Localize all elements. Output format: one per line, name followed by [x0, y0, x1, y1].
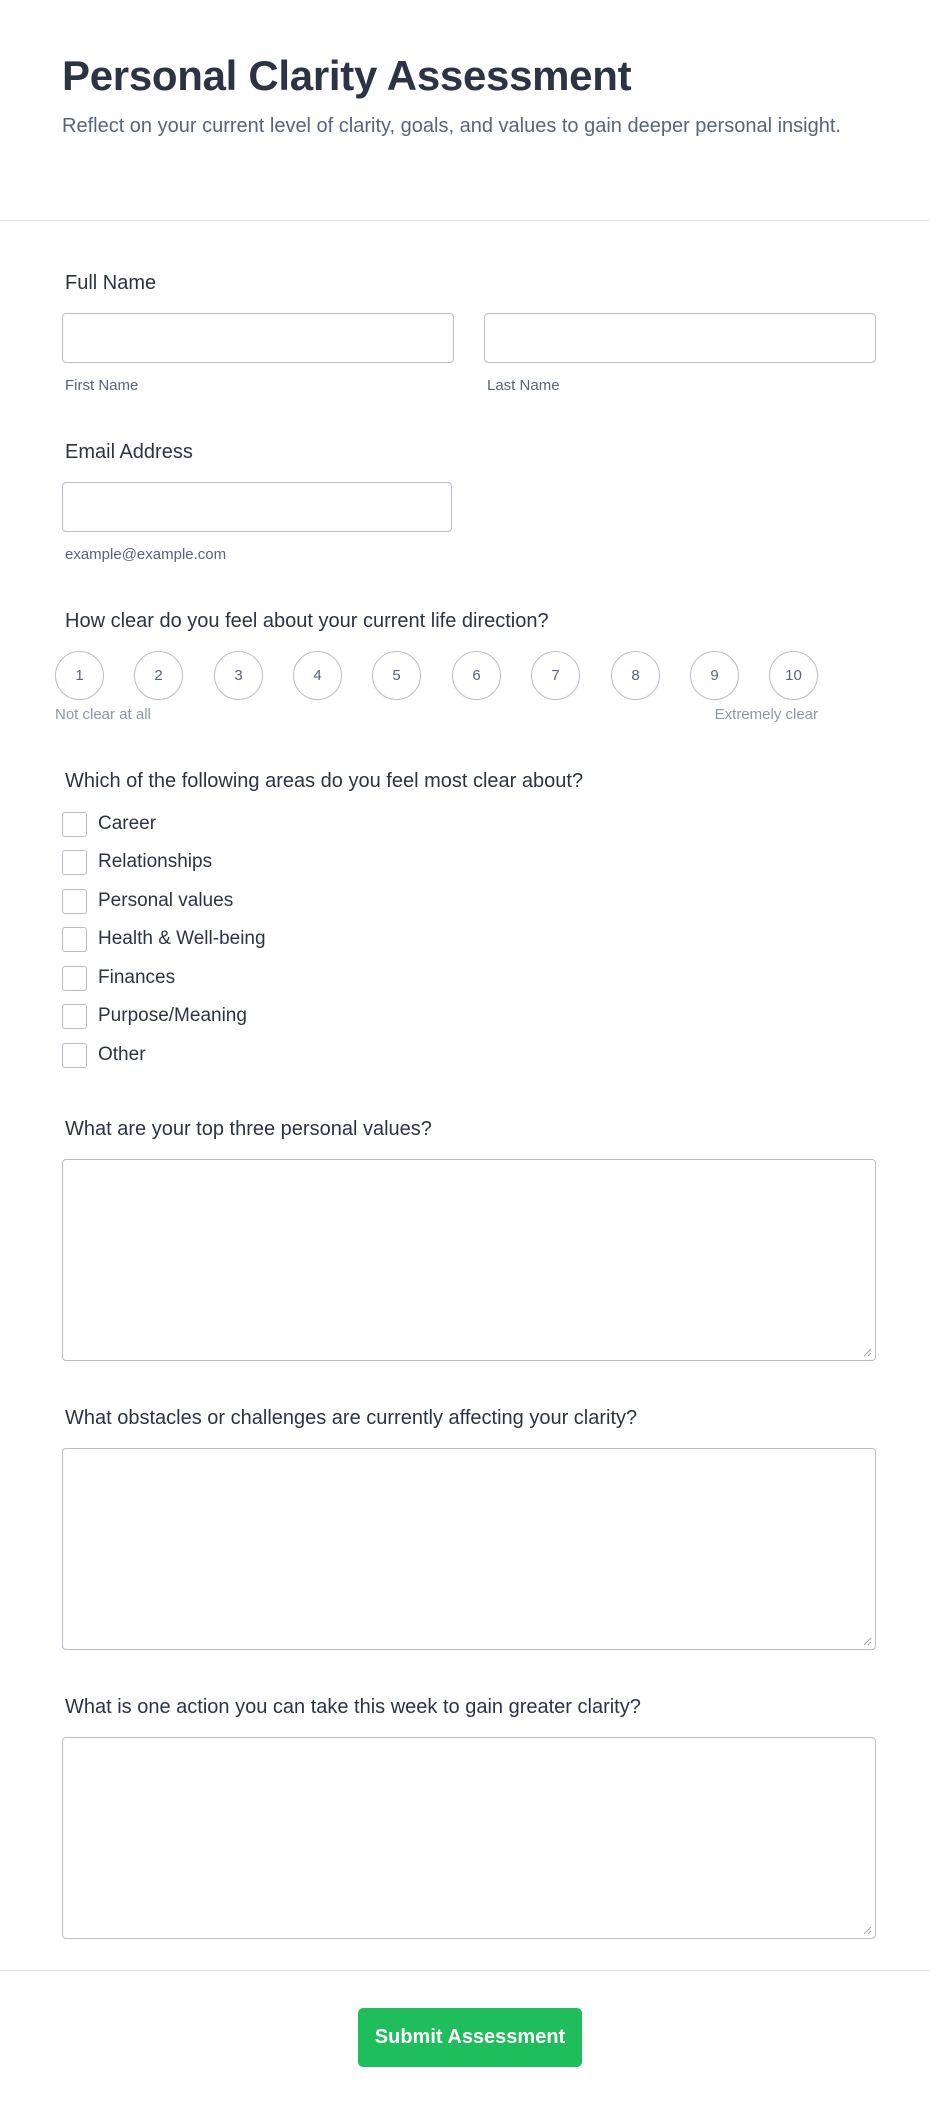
email-label: Email Address	[65, 441, 193, 463]
area-option-personal-values[interactable]	[62, 888, 233, 914]
area-option-health[interactable]	[62, 926, 266, 952]
last-name-sublabel: Last Name	[487, 377, 560, 394]
action-question: What is one action you can take this week to gain greater clarity?	[65, 1696, 641, 1718]
scale-option-4[interactable]: 4	[293, 651, 342, 700]
first-name-sublabel: First Name	[65, 377, 139, 394]
area-option-other[interactable]	[62, 1042, 146, 1068]
area-option-label: Finances	[98, 967, 176, 988]
action-textarea[interactable]	[62, 1737, 876, 1939]
areas-question: Which of the following areas do you feel most clear about?	[65, 770, 584, 792]
other-checkbox[interactable]	[62, 1043, 87, 1068]
form-title: Personal Clarity Assessment	[62, 52, 632, 99]
first-name-input[interactable]	[62, 313, 454, 363]
last-name-input[interactable]	[484, 313, 876, 363]
scale-option-10[interactable]: 10	[769, 651, 818, 700]
purpose-checkbox[interactable]	[62, 1004, 87, 1029]
finances-checkbox[interactable]	[62, 966, 87, 991]
scale-option-1[interactable]: 1	[55, 651, 104, 700]
email-sublabel: example@example.com	[65, 546, 227, 563]
area-option-finances[interactable]	[62, 965, 175, 991]
values-question: What are your top three personal values?	[65, 1118, 432, 1140]
resize-handle-icon[interactable]	[862, 1925, 872, 1935]
scale-option-7[interactable]: 7	[531, 651, 580, 700]
scale-option-8[interactable]: 8	[611, 651, 660, 700]
form-subtitle: Reflect on your current level of clarity, goals, and values to gain deeper personal insight.	[62, 115, 841, 137]
career-checkbox[interactable]	[62, 812, 87, 837]
scale-option-9[interactable]: 9	[690, 651, 739, 700]
full-name-label: Full Name	[65, 272, 157, 294]
area-option-label: Personal values	[98, 890, 234, 911]
health-checkbox[interactable]	[62, 927, 87, 952]
area-option-career[interactable]	[62, 811, 156, 837]
area-option-label: Other	[98, 1044, 146, 1065]
area-option-relationships[interactable]	[62, 849, 212, 875]
personal-values-checkbox[interactable]	[62, 889, 87, 914]
submit-assessment-button[interactable]: Submit Assessment	[358, 2008, 582, 2067]
values-textarea[interactable]	[62, 1159, 876, 1361]
scale-option-3[interactable]: 3	[214, 651, 263, 700]
area-option-label: Career	[98, 813, 157, 834]
scale-option-5[interactable]: 5	[372, 651, 421, 700]
area-option-label: Purpose/Meaning	[98, 1005, 247, 1026]
scale-option-6[interactable]: 6	[452, 651, 501, 700]
scale-high-label: Extremely clear	[714, 706, 818, 723]
resize-handle-icon[interactable]	[862, 1636, 872, 1646]
resize-handle-icon[interactable]	[862, 1347, 872, 1357]
area-option-label: Relationships	[98, 851, 213, 872]
obstacles-textarea[interactable]	[62, 1448, 876, 1650]
form-footer	[0, 1970, 930, 2115]
email-input[interactable]	[62, 482, 452, 532]
scale-option-2[interactable]: 2	[134, 651, 183, 700]
area-option-label: Health & Well-being	[98, 928, 266, 949]
obstacles-question: What obstacles or challenges are currently affecting your clarity?	[65, 1407, 638, 1429]
clarity-scale-question: How clear do you feel about your current life direction?	[65, 610, 549, 632]
form-header	[0, 0, 930, 221]
area-option-purpose[interactable]	[62, 1003, 247, 1029]
scale-low-label: Not clear at all	[55, 706, 151, 723]
relationships-checkbox[interactable]	[62, 850, 87, 875]
